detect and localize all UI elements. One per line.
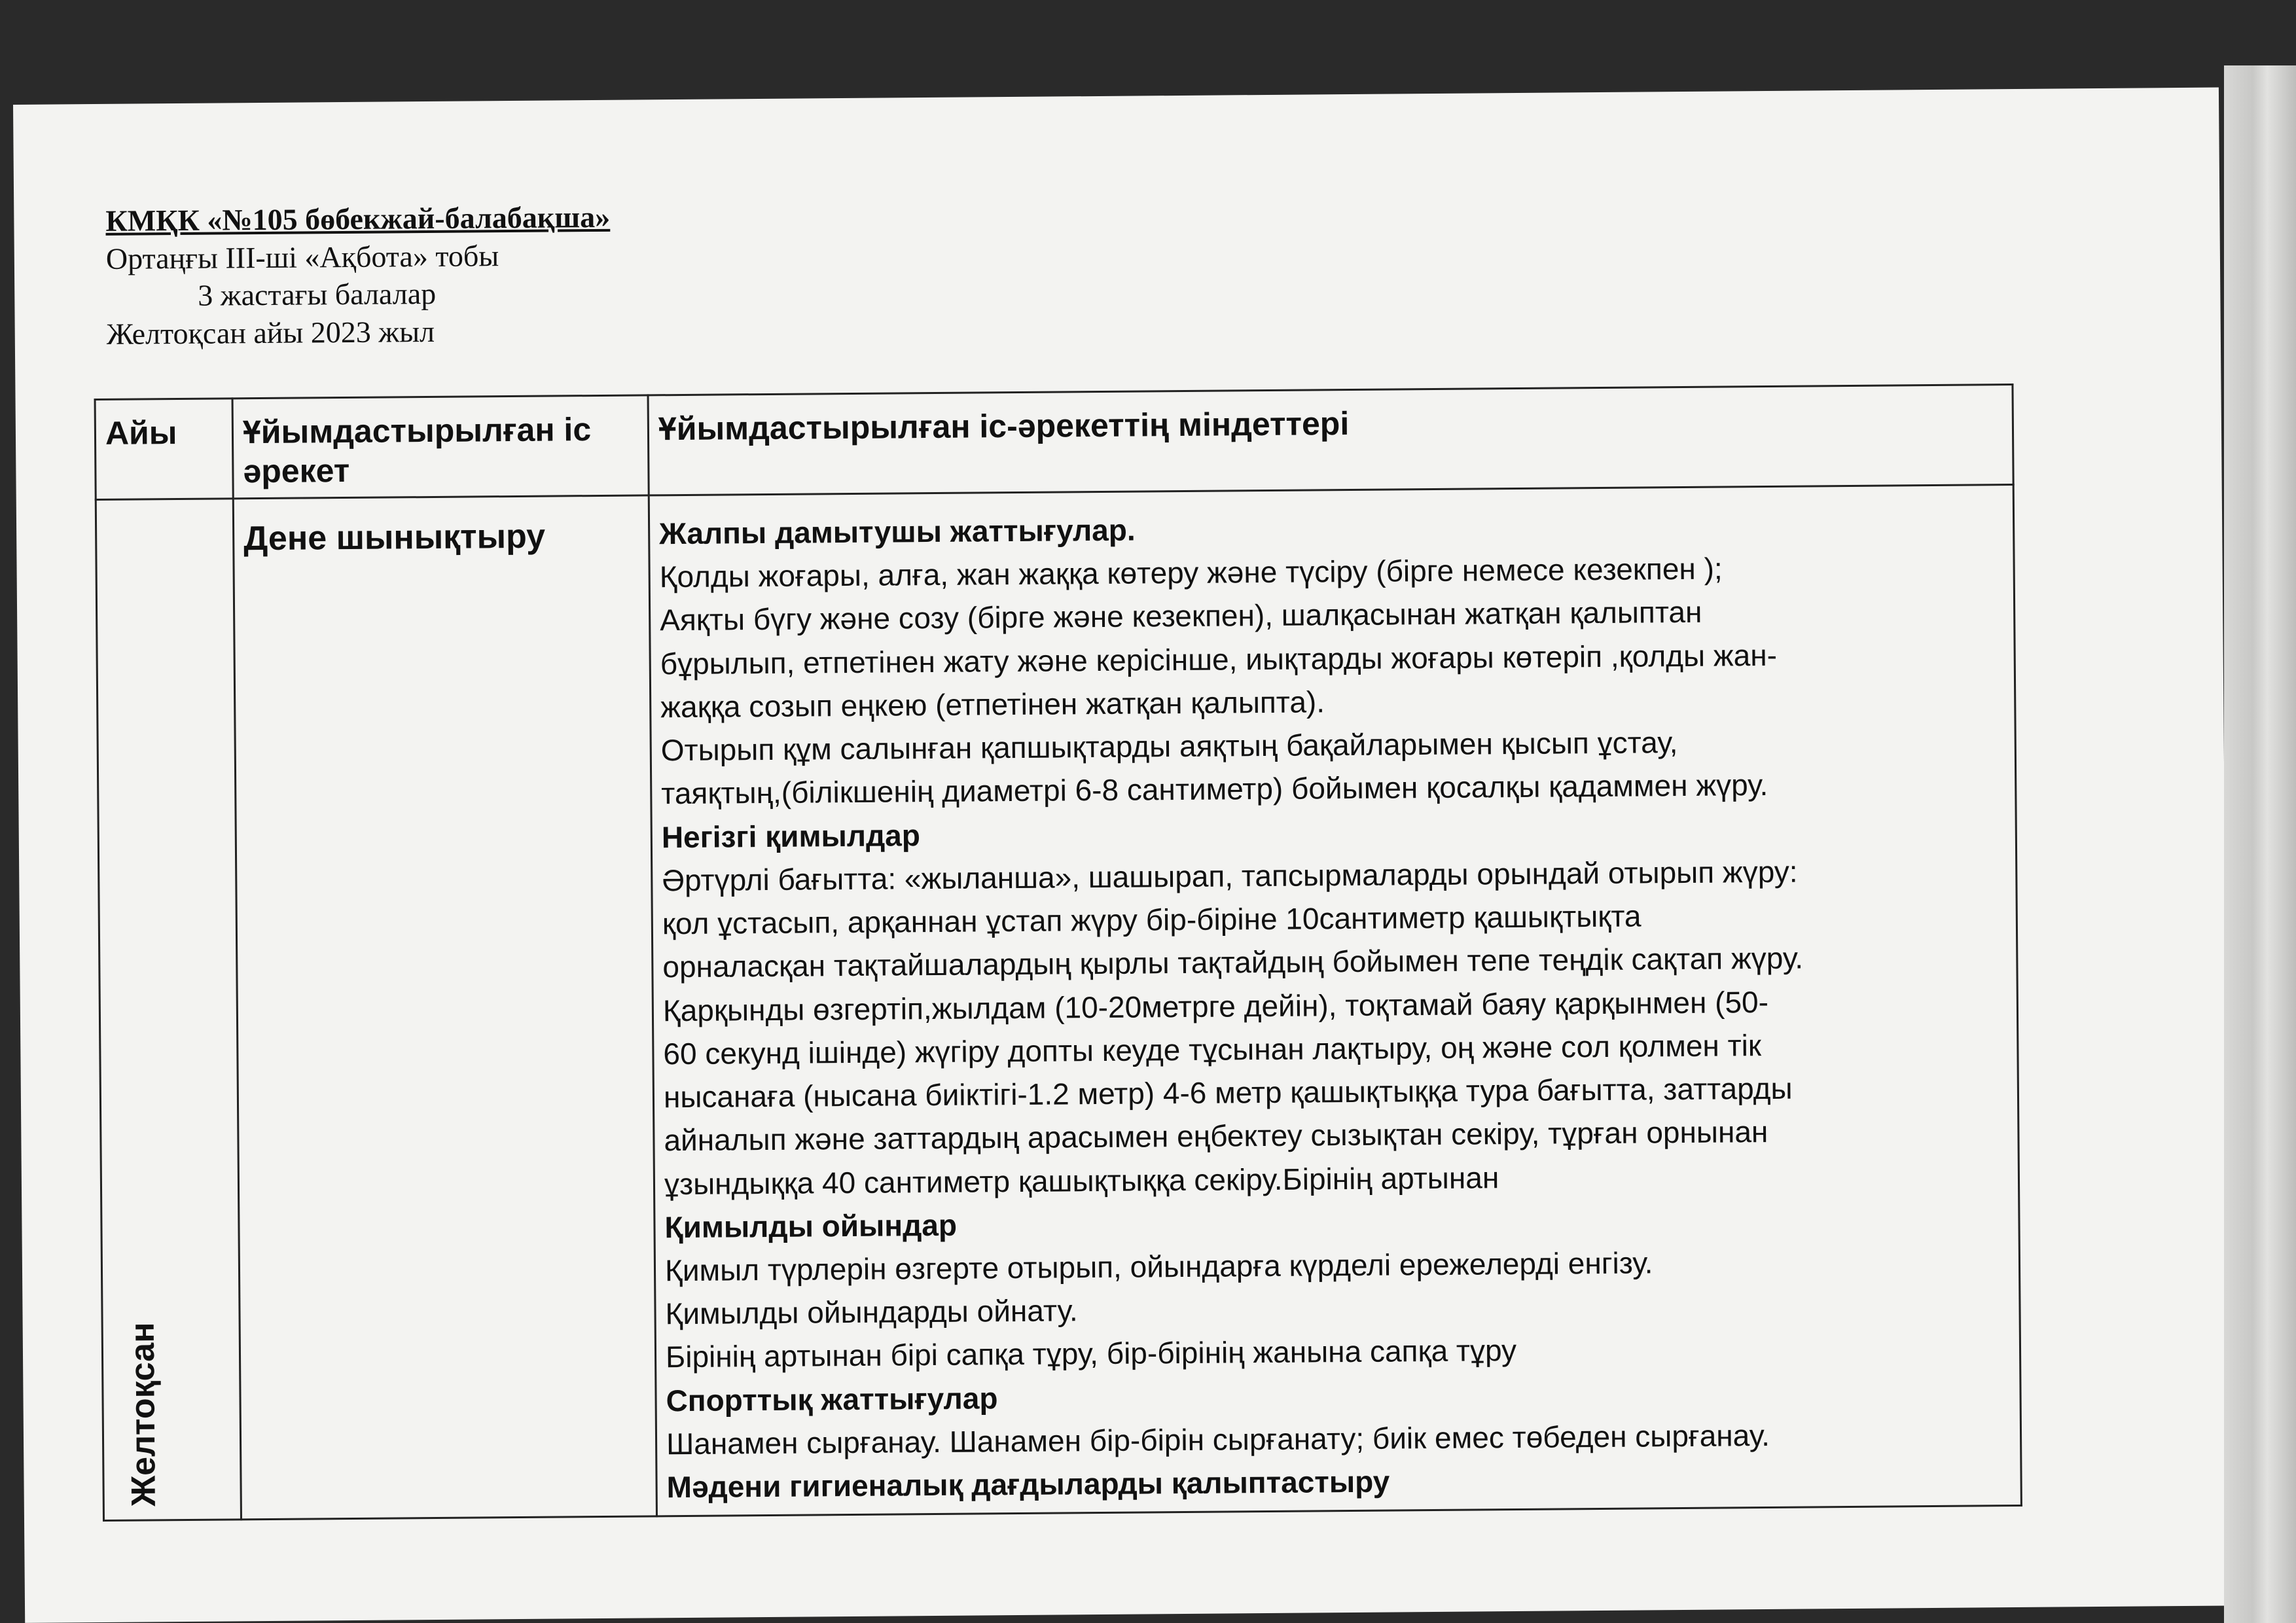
text-line: жаққа созып еңкею (етпетінен жатқан қалыпта). <box>660 685 1325 724</box>
text-line: ұзындыққа 40 сантиметр қашықтыққа секіру.Бірінің артынан <box>664 1160 1499 1201</box>
section-heading: Қимылды ойындар <box>664 1207 958 1244</box>
text-line: Аяқты бүгу және созу (бірге және кезекпен), шалқасынан жатқан қалыптан <box>660 595 1702 637</box>
period: Желтоқсан айы 2023 жыл <box>106 314 435 351</box>
group-name: Ортаңғы ІІІ-ші «Ақбота» тобы <box>105 238 499 276</box>
text-line: Әртүрлі бағытта: «жыланша», шашырап, тапсырмаларды орындай отырып жүру: <box>662 854 1798 898</box>
tasks-cell <box>649 485 2021 1517</box>
document-page <box>13 88 2231 1623</box>
text-line: 60 секунд ішінде) жүгіру допты кеуде тұсынан лақтыру, оң және сол қолмен тік <box>663 1027 1762 1071</box>
section-heading: Мәдени гигиеналық дағдыларды қалыптастыру <box>666 1464 1390 1505</box>
header-month: Айы <box>95 399 233 500</box>
text-line: Отырып құм салынған қапшықтарды аяқтың бақайларымен қысып ұстау, <box>660 725 1678 768</box>
plan-table <box>94 383 2022 1522</box>
text-line: Қарқынды өзгертіп,жылдам (10-20метрге дейін), тоқтамай баяу қарқынмен (50- <box>662 984 1769 1027</box>
age-group: 3 жастағы балалар <box>198 276 437 312</box>
text-line: Шанамен сырғанау. Шанамен бір-бірін сырғанату; биік емес төбеден сырғанау. <box>666 1418 1770 1461</box>
text-line: бұрылып, етпетінен жату және керісінше, иықтарды жоғары көтеріп ,қолды жан- <box>660 637 1778 681</box>
page-edge-stack <box>2224 65 2296 1623</box>
section-heading: Жалпы дамытушы жаттығулар. <box>658 512 1136 551</box>
activity-cell: Дене шынықтыру <box>233 495 656 1520</box>
organization-name: КМҚК «№105 бөбекжай-балабақша» <box>105 200 611 238</box>
month-cell <box>96 499 241 1521</box>
tasks-text <box>659 501 2011 1508</box>
text-line: Бірінің артынан бірі сапқа тұру, бір-бірінің жанына сапқа тұру <box>665 1333 1517 1374</box>
table-header-row <box>95 385 2013 500</box>
section-heading: Негізгі қимылдар <box>661 817 921 854</box>
header-tasks: Ұйымдастырылған іс-әрекеттің міндеттері <box>648 385 2013 495</box>
text-line: таяқтың,(білікшенің диаметрі 6-8 сантиметр) бойымен қосалқы қадаммен жүру. <box>661 768 1768 811</box>
text-line: Қимылды ойындарды ойнату. <box>665 1293 1078 1331</box>
month-label: Желтоқсан <box>123 1322 163 1507</box>
text-line: орналасқан тақтайшалардың қырлы тақтайдың бойымен тепе теңдік сақтап жүру. <box>662 940 1804 984</box>
text-line: нысанаға (нысана биіктігі-1.2 метр) 4-6 метр қашықтыққа тура бағытта, заттарды <box>663 1071 1793 1115</box>
text-line: Қимыл түрлерін өзгерте отырып, ойындарға күрделі ережелерді енгізу. <box>664 1245 1653 1288</box>
header-activity: Ұйымдастырылған іс әрекет <box>232 395 649 499</box>
table-row <box>96 485 2021 1521</box>
text-line: айналып және заттардың арасымен еңбектеу сызықтан секіру, тұрған орнынан <box>664 1115 1768 1158</box>
section-heading: Спорттық жаттығулар <box>666 1380 998 1418</box>
document-header <box>105 198 611 353</box>
text-line: Қолды жоғары, алға, жан жаққа көтеру және түсіру (бірге немесе кезекпен ); <box>659 551 1723 594</box>
text-line: қол ұстасып, арқаннан ұстап жүру бір-біріне 10сантиметр қашықтықта <box>662 899 1641 941</box>
